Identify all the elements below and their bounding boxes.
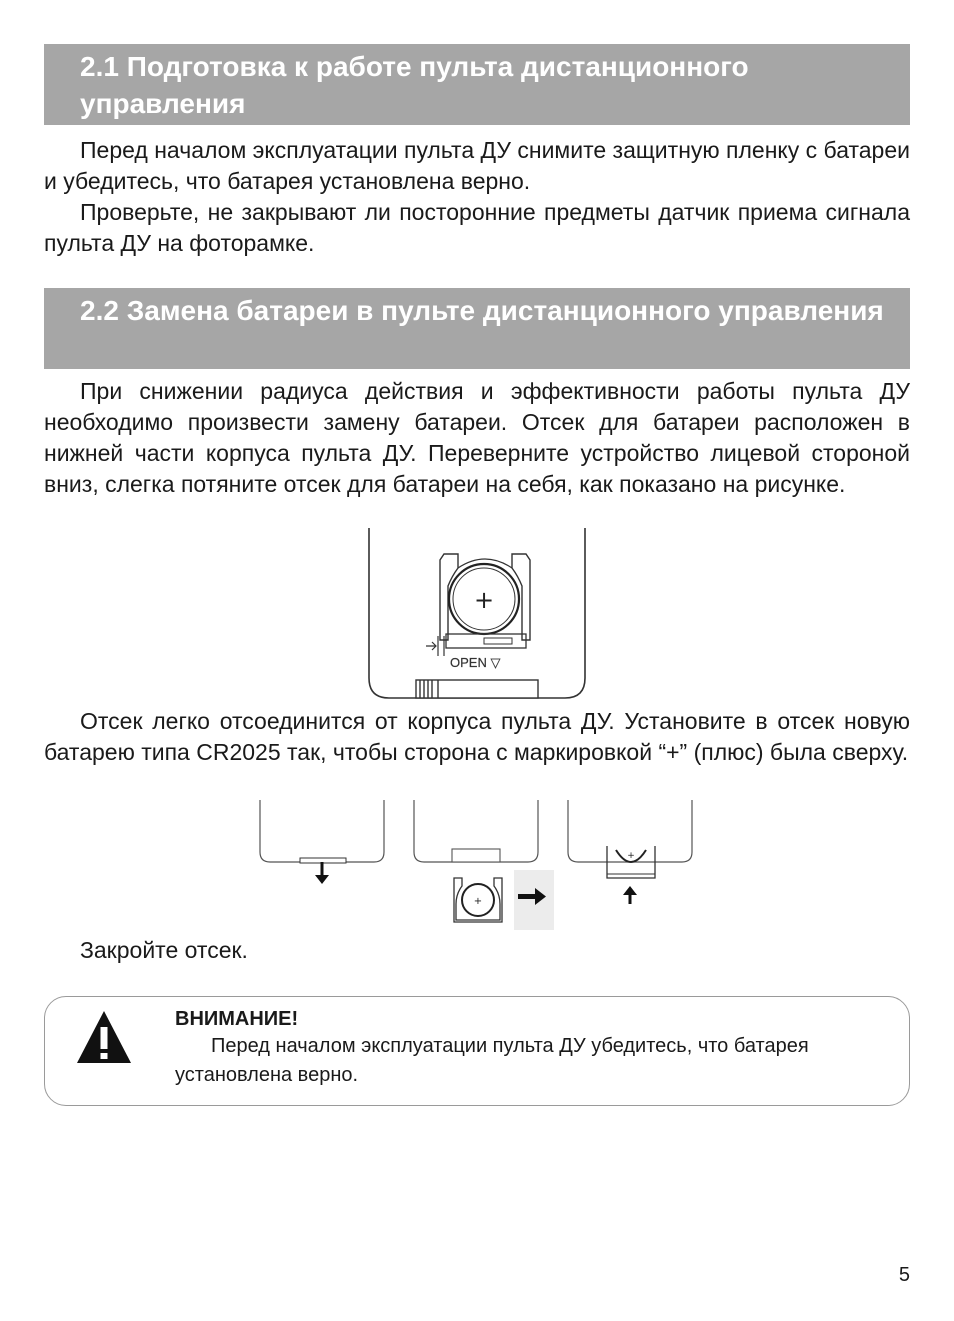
section-title-2-2: 2.2 Замена батареи в пульте дистанционного управления (44, 288, 910, 369)
warning-text: Перед началом эксплуатации пульта ДУ убедитесь, что батарея установлена верно. (175, 1035, 809, 1086)
paragraph-install-cr2025: Отсек легко отсоединится от корпуса пульта ДУ. Установите в отсек новую батарею типа CR2025 так, чтобы сторона с маркировкой “+” (плюс) была сверху. (44, 708, 910, 765)
paragraph-protective-film: Перед началом эксплуатации пульта ДУ снимите защитную пленку с батареи и убедитесь, что батарея установлена верно. (44, 137, 910, 194)
paragraph-sensor-check: Проверьте, не закрывают ли посторонние предметы датчик приема сигнала пульта ДУ на фоторамке. (44, 199, 910, 256)
step-1-remove-tray (260, 800, 384, 884)
page-number: 5 (898, 1264, 910, 1286)
paragraph-close-compartment: Закройте отсек. (80, 937, 248, 963)
battery-install-steps-figure (256, 800, 700, 932)
warning-triangle-icon (75, 1009, 133, 1065)
paragraph-battery-replacement: При снижении радиуса действия и эффективности работы пульта ДУ необходимо произвести замену батареи. Отсек для батареи расположен в нижней части корпуса пульта ДУ. Переверните устройство лицевой стороной вниз, слегка потяните отсек для батареи на себя, как показано на рисунке. (44, 378, 910, 497)
step-3-plus-label: + (627, 851, 635, 861)
open-label: OPEN ▽ (450, 655, 501, 670)
section-title-2-1: 2.1 Подготовка к работе пульта дистанционного управления (44, 44, 910, 125)
warning-box (44, 996, 910, 1106)
warning-title: ВНИМАНИЕ! (175, 1008, 299, 1030)
remote-battery-compartment-figure (366, 528, 588, 702)
step-2-insert-battery (414, 800, 554, 930)
step-2-plus-label: + (473, 896, 483, 907)
battery-plus-label: + (473, 586, 495, 614)
step-3-close-tray (568, 800, 692, 904)
